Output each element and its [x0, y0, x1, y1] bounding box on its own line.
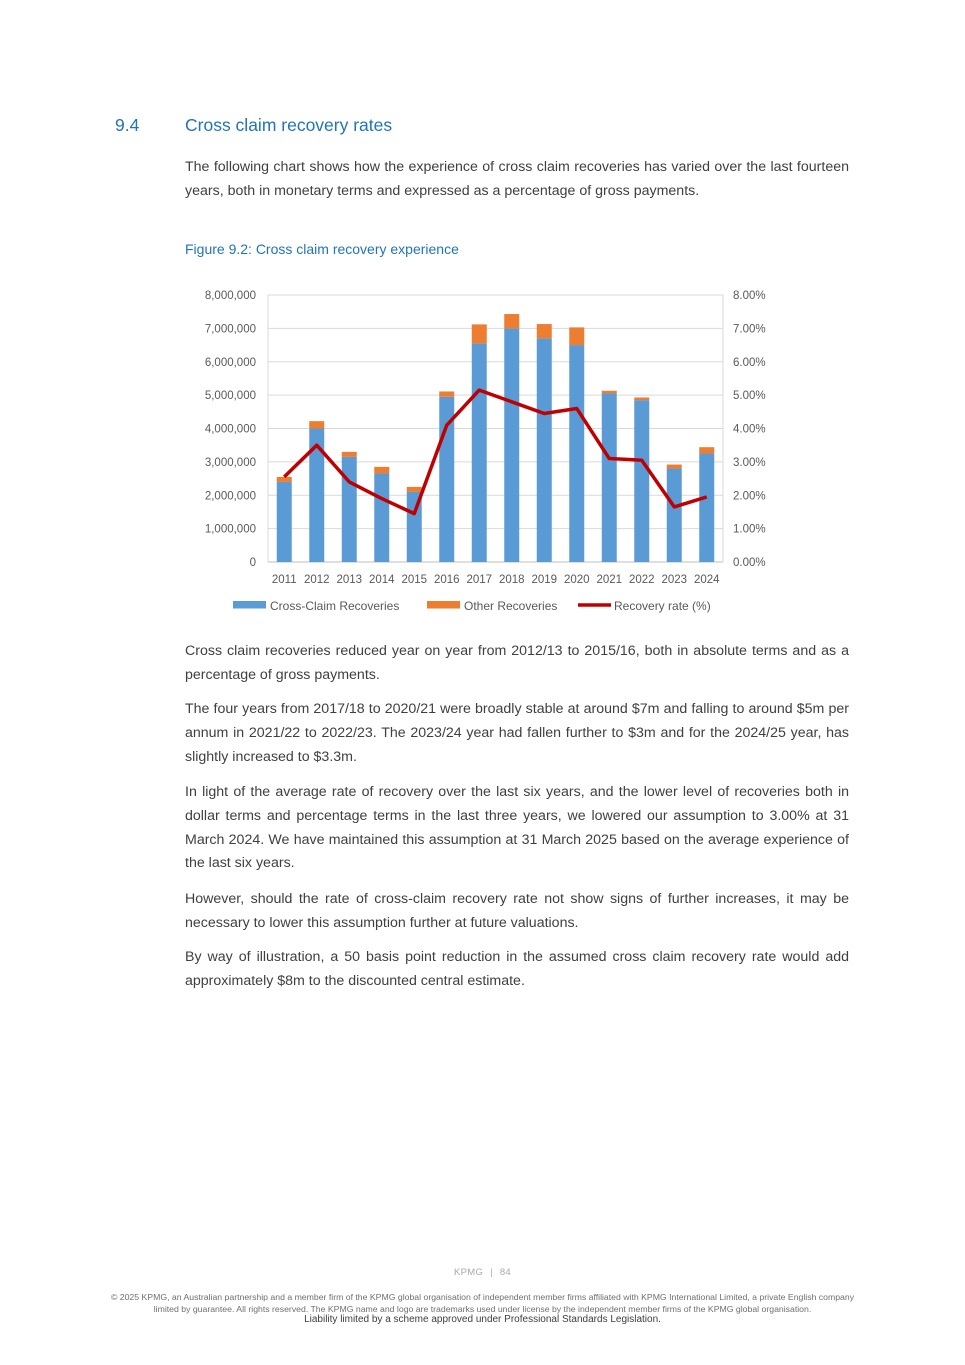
legend-label-recovery-rate: Recovery rate (%)	[614, 599, 711, 613]
left-axis-labels	[205, 290, 256, 569]
chart-legend	[233, 599, 711, 613]
figure-caption: Figure 9.2: Cross claim recovery experience	[185, 241, 459, 257]
svg-text:5.00%: 5.00%	[733, 390, 766, 403]
x-axis-labels	[272, 574, 720, 586]
svg-text:0: 0	[249, 557, 256, 569]
svg-text:1.00%: 1.00%	[733, 523, 766, 536]
legend-label-other: Other Recoveries	[464, 599, 558, 613]
svg-text:8,000,000: 8,000,000	[204, 290, 256, 302]
body-paragraph: The four years from 2017/18 to 2020/21 were broadly stable at around $7m and falling to around $5m per annum in 2021/22 to 2022/23. The 2023/24 year had fallen further to $3m and for the 2024/25 year, has slightly increased to $3.3m.	[185, 701, 849, 765]
body-paragraph: In light of the average rate of recovery over the last six years, and the lower level of recoveries both in dollar terms and percentage terms in the last three years, we lowered our assumption to 3.00% at 31 March 2024. We have maintained this assumption at 31 March 2025 based on the average experience of the last six years.	[185, 784, 849, 872]
svg-text:2016: 2016	[433, 574, 460, 586]
svg-text:2024: 2024	[693, 574, 720, 586]
bar-cross-claim-2019	[537, 338, 552, 562]
recovery-experience-chart	[185, 283, 785, 628]
svg-text:0.00%: 0.00%	[733, 557, 766, 569]
svg-text:2020: 2020	[563, 574, 590, 586]
svg-text:2022: 2022	[628, 574, 655, 586]
svg-text:2014: 2014	[368, 574, 395, 586]
chart-bars	[277, 314, 715, 562]
legend-swatch-other	[427, 601, 460, 609]
svg-text:2011: 2011	[271, 574, 297, 586]
svg-text:2015: 2015	[401, 574, 428, 586]
svg-text:1,000,000: 1,000,000	[204, 523, 256, 536]
bar-other-2013	[342, 452, 357, 457]
body-paragraph: By way of illustration, a 50 basis point reduction in the assumed cross claim recovery rate would add approximately $8m to the discounted central estimate.	[185, 949, 849, 989]
svg-text:2018: 2018	[498, 574, 525, 586]
svg-text:2021: 2021	[596, 574, 623, 586]
legend-label-cross-claim: Cross-Claim Recoveries	[270, 599, 400, 613]
svg-text:2013: 2013	[336, 574, 363, 586]
svg-text:2012: 2012	[303, 574, 330, 586]
svg-text:6.00%: 6.00%	[733, 356, 766, 369]
bar-other-2015	[407, 487, 422, 492]
bar-cross-claim-2017	[472, 343, 487, 562]
bar-cross-claim-2024	[699, 454, 714, 562]
right-axis-labels	[733, 290, 766, 569]
body-paragraph: However, should the rate of cross-claim recovery rate not show signs of further increases, it may be necessary to lower this assumption further at future valuations.	[185, 891, 849, 931]
bar-other-2012	[309, 421, 324, 428]
svg-text:7.00%: 7.00%	[733, 323, 766, 336]
section-number: 9.4	[115, 115, 140, 135]
bar-other-2020	[569, 327, 584, 345]
footer-liability: Liability limited by a scheme approved under Professional Standards Legislation.	[304, 1314, 661, 1325]
bar-cross-claim-2011	[277, 482, 292, 562]
bar-other-2016	[439, 391, 454, 396]
footer-copyright: © 2025 KPMG, an Australian partnership and a member firm of the KPMG global organisation of independent member firms affiliated with KPMG International Limited, a private English company limited by guarantee. All rights reserved. The KPMG name and logo are trademarks used under license by the independent member firms of the KPMG global organisation.	[110, 1292, 855, 1314]
bar-other-2023	[667, 465, 682, 469]
bar-other-2018	[504, 314, 519, 328]
svg-text:3,000,000: 3,000,000	[204, 456, 256, 469]
svg-text:4.00%: 4.00%	[733, 423, 766, 436]
svg-text:6,000,000: 6,000,000	[204, 356, 256, 369]
bar-other-2011	[277, 477, 292, 482]
svg-text:4,000,000: 4,000,000	[204, 423, 256, 436]
legend-swatch-cross-claim	[233, 601, 266, 609]
bar-other-2014	[374, 467, 389, 474]
bar-other-2017	[472, 324, 487, 343]
page-number: KPMG | 84	[454, 1267, 511, 1278]
bar-cross-claim-2022	[634, 400, 649, 562]
svg-text:3.00%: 3.00%	[733, 456, 766, 469]
intro-paragraph: The following chart shows how the experience of cross claim recoveries has varied over the last fourteen years, both in monetary terms and expressed as a percentage of gross payments.	[185, 159, 849, 199]
svg-text:2019: 2019	[531, 574, 558, 586]
svg-text:2017: 2017	[466, 574, 493, 586]
svg-text:2.00%: 2.00%	[733, 490, 766, 503]
bar-other-2022	[634, 397, 649, 400]
bar-other-2021	[602, 391, 617, 394]
bar-cross-claim-2020	[569, 345, 584, 562]
chart-gridlines	[268, 295, 723, 562]
bar-cross-claim-2021	[602, 393, 617, 562]
svg-text:7,000,000: 7,000,000	[204, 323, 256, 336]
bar-other-2024	[699, 447, 714, 453]
svg-text:2023: 2023	[661, 574, 688, 586]
section-title: Cross claim recovery rates	[185, 115, 393, 135]
bar-cross-claim-2014	[374, 474, 389, 562]
bar-cross-claim-2013	[342, 457, 357, 562]
svg-text:2,000,000: 2,000,000	[204, 490, 256, 503]
bar-other-2019	[537, 324, 552, 338]
svg-text:8.00%: 8.00%	[733, 290, 766, 302]
body-paragraph: Cross claim recoveries reduced year on year from 2012/13 to 2015/16, both in absolute terms and as a percentage of gross payments.	[185, 643, 849, 683]
svg-text:5,000,000: 5,000,000	[204, 390, 256, 403]
bar-cross-claim-2018	[504, 328, 519, 562]
bar-cross-claim-2023	[667, 469, 682, 562]
